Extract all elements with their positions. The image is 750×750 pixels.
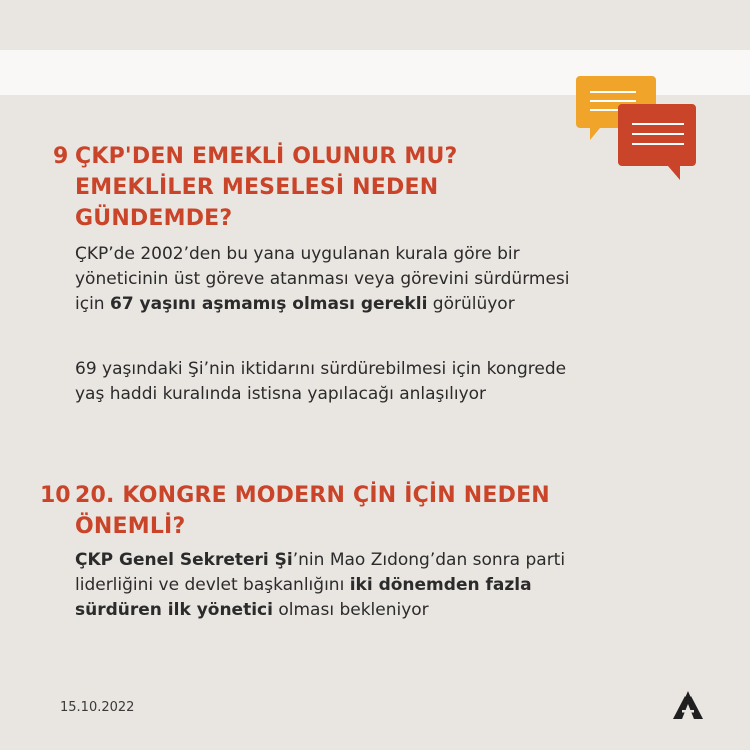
bold-text: 67 yaşını aşmamış olması gerekli (109, 294, 428, 314)
publish-date: 15.10.2022 (60, 700, 135, 715)
question-10-title-line: 20. KONGRE MODERN ÇİN İÇİN NEDEN (75, 483, 550, 508)
text: ÇKP’de 2002’den bu yana uygulanan kurala göre bir yöneticinin üst göreve atanması veya görevini sürdürmesi için (75, 244, 570, 314)
question-10-number: 10 (40, 483, 71, 508)
question-10-title-line: ÖNEMLİ? (75, 514, 186, 539)
question-9-title (75, 141, 457, 234)
bold-text: iki dönemden fazla sürdüren ilk yönetici (75, 575, 532, 620)
question-9-paragraph-2: 69 yaşındaki Şi’nin iktidarını sürdürebilmesi için kongrede yaş haddi kuralında istisna yapılacağı anlaşılıyor (75, 359, 567, 404)
question-10-paragraph-1 (75, 548, 595, 623)
text: görülüyor (427, 294, 515, 314)
question-9-title-line: GÜNDEMDE? (75, 206, 233, 231)
question-9-title-line: ÇKP'DEN EMEKLİ OLUNUR MU? (75, 144, 458, 169)
bold-text: ÇKP Genel Sekreteri Şi (75, 550, 293, 570)
text: olması bekleniyor (272, 600, 429, 620)
chat-bubbles-icon (576, 74, 698, 182)
aa-logo-icon (670, 690, 706, 720)
text: ’nin Mao Zıdong’dan sonra parti liderliğini ve devlet başkanlığını (75, 550, 566, 595)
question-9-title-line: EMEKLİLER MESELESİ NEDEN (75, 175, 439, 200)
question-9-paragraph-1 (75, 242, 595, 317)
question-10-title (75, 480, 550, 542)
question-9-number: 9 (53, 144, 69, 169)
